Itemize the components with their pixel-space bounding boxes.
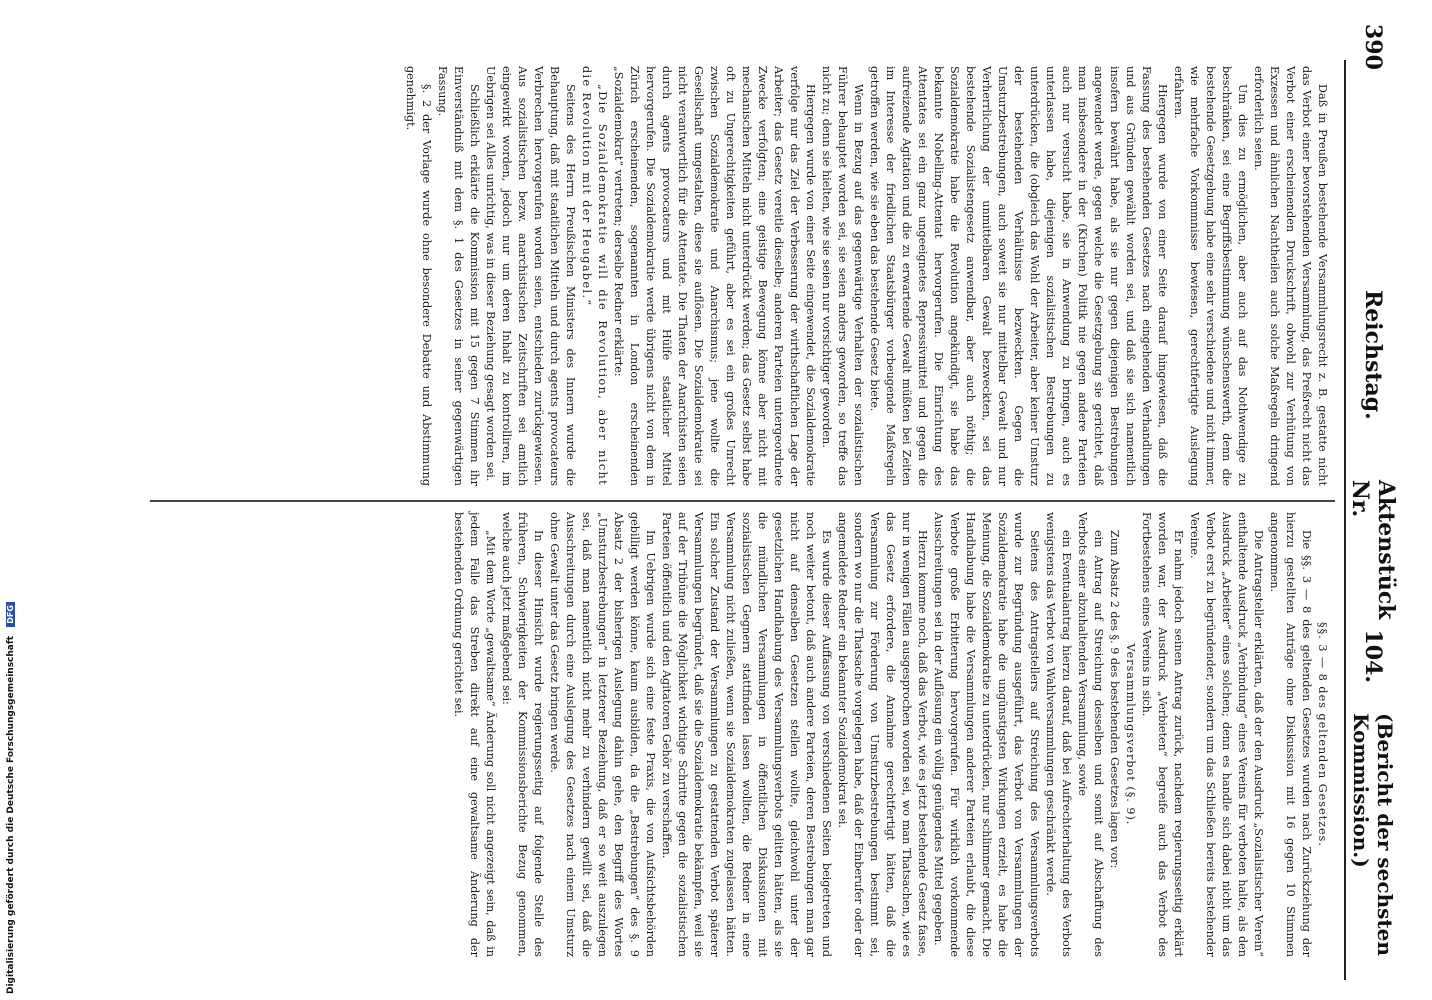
- section-heading: §§. 3 — 8 des geltenden Gesetzes.: [1316, 622, 1329, 847]
- quote-paragraph: „Die Sozialdemokratie will die Revolution, aber nicht die Revolution mit der Heugabel.“: [580, 66, 609, 486]
- paragraph: Hiergegen wurde von einer Seite eingewendet, die Sozialdemokratie verfolge nur das Ziel der Verbesserung der wirthschaftlichen Lage der Arbeiter; das Gesetz vereitle dieselbe; anderen Parteien untergeordnete Zwecke verfolgten; eine geistige Bewegung könne aber nicht mit mechanischen Mitteln nicht unterdrückt werden; das Gesetz selbst habe oft zu Ungerechtigkeiten geführt, aber es sei ein großes Unrecht zwischen Sozialdemokratie und Anarchismus; jene wollte die Gesellschaft umgestalten, diese sie auflösen. Die Sozialdemokratie sei nicht verantwortlich für die Attentate. Die Thaten der Anarchisten seien durch agents provocateurs und mit Hülfe staatlicher Mittel hervorgerufen. Die Sozialdemokratie werde übrigens nicht von dem in Zürich erscheinenden, sogenannten in London erscheinenden „Sozialdemokrat“ vertreten; derselbe Redner erklärte:: [612, 66, 817, 486]
- paragraph: Es wurde dieser Auffassung von verschiedenen Seiten beigetreten und noch weiter betont, daß auch andere Parteien, deren Bestrebungen man gar nicht auf denselben Gesetzen stellen wollte, gleichwohl unter der gesetzlichen Handhabung des Versammlungsverbots gelitten hätten, als sie die mündlichen Versammlungen in öffentlichen Diskussionen mit sozialistischen Gegnern stattfinden lassen wollten, die Redner in eine Versammlung nicht zuließen, wenn sie Sozialdemokraten zugelassen hätten. Ein solcher Zustand der Versammlungen zu gestattenden Verbot späterer Versammlungen begründet, daß sie die Sozialdemokratie bekämpfen, weil sie auf der Tribüne die Möglichkeit wichtige Schritte gegen die sozialistischen Parteien öffentlich und den Agitatoren Gehör zu verschaffen.: [660, 512, 833, 957]
- page-number: 390: [1360, 24, 1386, 70]
- paragraph: Hierzu komme noch, daß das Verbot, wie es jetzt bestehende Gesetz fasse, nur in wenigen Fällen ausgesprochen worden sei, wo man Thatsachen, wie es das Gesetz erfordere, die Annahme gerechtfertigt hätten, daß die Versammlung zur Förderung von Umsturzbestrebungen bestimmt sei, sondern wo nur die Thatsache vorgelegen habe, daß der Einberufer oder der angemeldete Redner ein bekannter Sozialdemokrat sei.: [836, 512, 929, 957]
- page-header: [1347, 24, 1399, 984]
- paragraph: Hiergegen wurde von einer Seite darauf hingewiesen, daß die Fassung des bestehenden Gesetzes nach eingehenden Verhandlungen und aus Gründen gewählt worden sei, und daß sie sich namentlich insofern bewährt habe, als sie nur gegen diejenigen Bestrebungen angewendet werde, gegen welche die Gesetzgebung sie gerichtet, daß man insbesondere in der (Kirchen) Politik nie gegen andere Parteien auch nur versucht habe, sie in Anwendung zu bringen, auch es unterlassen habe, diejenigen sozialistischen Bestrebungen zu unterdrücken, die (obgleich das Wohl der Arbeiter, aber keiner Umsturz der bestehenden Verhältnisse bezweckten. Gegen die Umsturzbestrebungen, auch soweit sie nur mittelbar Gewalt und nur Verherrlichung der unmittelbaren Gewalt bezweckten, sei das bestehende Sozialistengesetz anwendbar, aber auch nöthig; die Sozialdemokratie habe die Revolution angekündigt, sie habe das bekannte Nobelling-Attentat hervorgerufen. Die Einrichtung des Attentates sei ein ganz ungeeignetes Repressivmittel und gegen die aufreizende Agitation und die zu erwartende Gewalt müßten bei Zeiten im Interesse der friedlichen Staatsbürger vorbeugende Maßregeln getroffen werden, wie sie eben das bestehende Gesetz biete.: [868, 66, 1169, 486]
- paragraph: „Mit dem Worte „gewaltsame“ Änderung soll nicht angezeigt sein, daß in jedem Falle das Streben direkt auf eine gewaltsame Änderung der bestehenden Ordnung gerichtet sei.: [452, 512, 497, 957]
- header-rule: [1344, 60, 1346, 980]
- left-column: [120, 66, 1330, 486]
- paragraph: Im Uebrigen wurde sich eine feste Praxis, die von Aufsichtsbehörden gebilligt werden könne, kaum ausbilden, da die „Bestrebungen“ des §. 9 Absatz 2 der bisherigen Auslegung dahin gehe, den Begriff des Wortes „Umsturzbestrebungen“ in letzterer Beziehung, daß er so weit auszulegen sei, daß man namentlich nicht mehr zu verhindern gewillt sei, daß die Ausschreitungen durch eine Auslegung des Gesetzes nach einem Umsturz ohne Gewalt unter das Gesetz bringen werde.: [548, 512, 657, 957]
- dfg-logo: DFG: [6, 602, 15, 627]
- section-heading: Versammlungsverbot (§. 9).: [1124, 643, 1137, 826]
- section-title: Aktenstück Nr.: [1347, 479, 1399, 620]
- paragraph: Er nahm jedoch seinen Antrag zurück, nachdem regierungsseitig erklärt worden war, der Ausdruck „Verbieten“ begreife auch das Verbot des Fortbestehens eines Vereins in sich.: [1140, 512, 1185, 957]
- paragraph: §. 2 der Vorlage wurde ohne besondere Debatte und Abstimmung genehmigt.: [404, 66, 433, 486]
- issue-number: 104.: [1360, 629, 1386, 684]
- paragraph: Um dies zu ermöglichen, aber auch auf das Nothwendige zu beschränken, sei eine Begriffsbestimmung wünschenswerth, denn die bestehende Gesetzgebung habe eine sehr verschiedene und nicht immer, wie mehrfache Vorkommnisse bewiesen, gerechtfertigte Auslegung erfahren.: [1172, 66, 1249, 486]
- credit-text: Digitalisierung gefördert durch die Deutsche Forschungsgemeinschaft: [6, 635, 16, 994]
- paragraph: Seitens des Antragstellers auf Streichung des Versammlungsverbots wurde zur Begründung ausgeführt, das Verbot von Versammlungen der Sozialdemokratie habe die ungünstigsten Wirkungen erzielt, es habe die Meinung, die Sozialdemokratie zu unterdrücken, nur schlimmer gemacht. Die Handhabung habe die Versammlungen anderer Parteien erlaubt, die diese Verbote große Erbitterung hervorgerufen. Für wirklich vorkommende Ausschreitungen sei in der Auflösung ein völlig genügendes Mittel gegeben.: [932, 512, 1041, 957]
- paragraph: In dieser Hinsicht wurde regierungsseitig auf folgende Stelle des früheren, Schwierigkeiten der Kommissionsberichte Bezug genommen, welche auch jetzt maßgebend sei:: [500, 512, 545, 957]
- paragraph: Daß in Preußen bestehende Versammlungsrecht z. B. gestatte nicht das Verbot einer bevorstehenden Versammlung, das Preßrecht nicht das Verbot einer erscheinenden Druckschrift, obwohl zur Verhütung von Exzessen und ähnlichen Nachtheilen auch solche Maßregeln dringend erforderlich seien.: [1252, 66, 1329, 486]
- paragraph: Die §§. 3 — 8 des geltenden Gesetzes wurden nach Zurückziehung der hierzu gestellten Anträge ohne Diskussion mit 16 gegen 10 Stimmen angenommen.: [1268, 512, 1313, 957]
- running-title: Reichstag.: [1360, 289, 1386, 420]
- paragraph: Die Antragsteller erklärten, daß der den Ausdruck „Sozialistischer Verein“ enthaltende Ausdruck „Verbindung“ eines Vereins für verboten halte, als den Ausdruck „Arbeiter“ eines solchen; denn es handle sich dabei nicht um das Verbot erst zu begründender, sondern um das Schließen bereits bestehender Vereine.: [1188, 512, 1265, 957]
- right-column: [120, 512, 1330, 957]
- paragraph: Schließlich erklärte die Kommission mit 15 gegen 7 Stimmen ihr Einverständniß mit dem §. 1 des Gesetzes in seiner gegenwärtigen Fassung.: [436, 66, 481, 486]
- report-title: (Bericht der sechsten Kommission.): [1349, 713, 1397, 956]
- column-rule: [150, 500, 1335, 502]
- paragraph: ein Eventualantrag hierzu darauf, daß bei Aufrechterhaltung des Verbots wenigstens das Verbot von Wahlversammlungen geschränkt werde.: [1044, 512, 1073, 957]
- paragraph: ein Antrag auf Streichung desselben und somit auf Abschaffung des Verbots einer abzuhaltenden Versammlung, sowie: [1076, 512, 1105, 957]
- paragraph: Zum Absatz 2 des §. 9 des bestehenden Gesetzes lagen vor:: [1108, 530, 1121, 869]
- paragraph: Seitens des Herrn Preußischen Ministers des Innern wurde die Behauptung, daß mit staatlichen Mitteln und durch agents provocateurs Verbrechen hervorgerufen worden seien, entschieden zurückgewiesen. Aus sozialistischen bezw. anarchistischen Zeitschriften sei amtlich eingewirkt worden, jedoch nur um deren Inhalt zu kontrolliren, im Uebrigen sei Alles unrichtig, was in dieser Beziehung gesagt worden sei.: [484, 66, 577, 486]
- paragraph: Wenn in Bezug auf das gegenwärtige Verhalten der sozialistischen Führer behauptet worden sei, sie seien anders geworden, so treffe das nicht zu; denn sie hielten, wie sie seien nur vorsichtiger geworden.: [820, 66, 865, 486]
